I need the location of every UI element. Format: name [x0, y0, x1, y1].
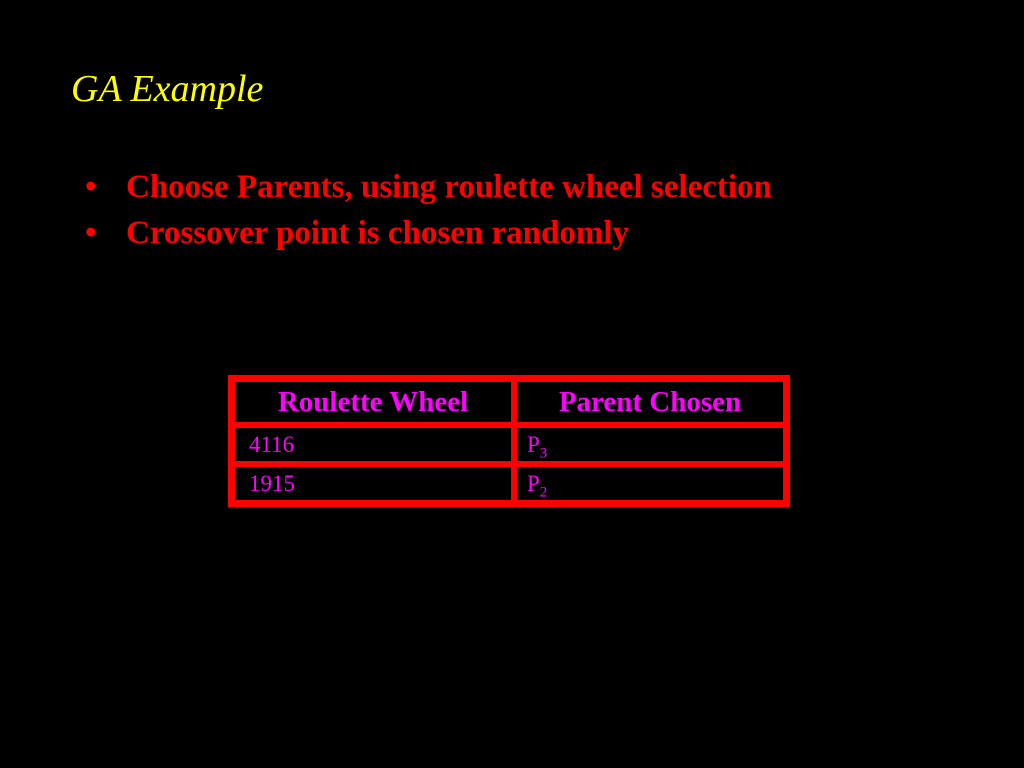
parent-value	[514, 464, 786, 503]
header-parent-chosen: Parent Chosen	[514, 379, 786, 425]
bullet-item	[85, 210, 785, 256]
bullet-text: Choose Parents, using roulette wheel selection	[126, 169, 772, 205]
bullet-text: Crossover point is chosen randomly	[126, 215, 629, 251]
slide-title: GA Example	[71, 68, 264, 110]
table-row	[232, 425, 786, 464]
roulette-table	[228, 375, 790, 507]
bullet-item	[85, 164, 785, 210]
parent-subscript: 2	[539, 484, 548, 501]
parent-letter: P	[527, 470, 540, 496]
wheel-value: 4116	[232, 425, 514, 464]
table-header-row	[232, 379, 786, 425]
bullet-list	[85, 164, 785, 256]
bullet-icon: •	[85, 169, 97, 205]
bullet-icon: •	[85, 215, 97, 251]
parent-letter: P	[527, 431, 540, 457]
header-roulette-wheel: Roulette Wheel	[232, 379, 514, 425]
table-row	[232, 464, 786, 503]
wheel-value: 1915	[232, 464, 514, 503]
parent-subscript: 3	[539, 445, 548, 462]
parent-value	[514, 425, 786, 464]
